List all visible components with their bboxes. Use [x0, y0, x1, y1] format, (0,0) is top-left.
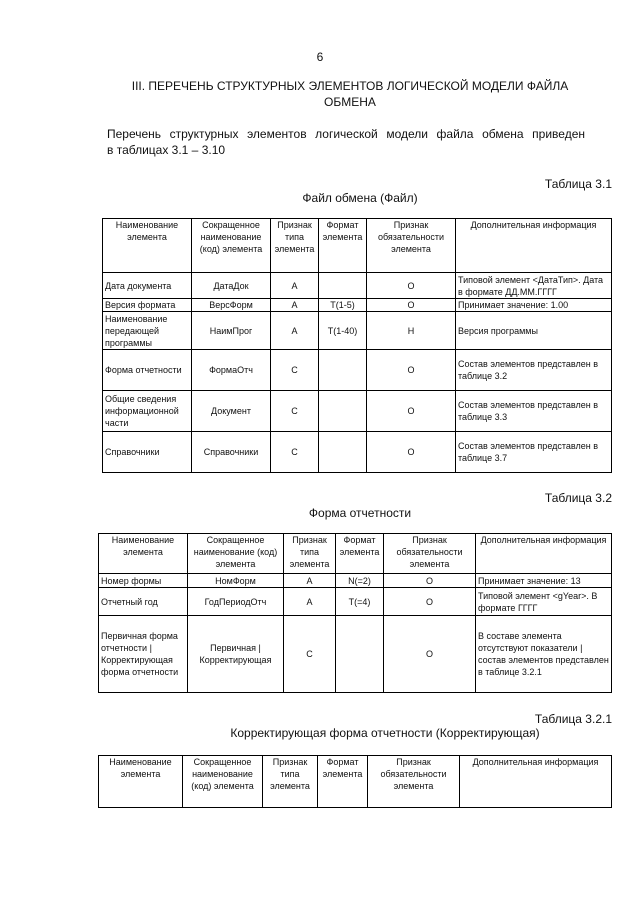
- table-row: [99, 616, 612, 693]
- table-cell: С: [271, 350, 319, 391]
- table-header-row: [99, 756, 612, 808]
- intro-line2: в таблицах 3.1 – 3.10: [107, 143, 226, 157]
- table-cell: НаимПрог: [192, 312, 271, 350]
- table-cell: Справочники: [192, 432, 271, 473]
- table-cell: Состав элементов представлен в таблице 3.2: [456, 350, 612, 391]
- header-cell: Формат элемента: [336, 534, 384, 574]
- header-cell: Дополнительная информация: [456, 219, 612, 273]
- table-row: [99, 588, 612, 616]
- table-cell: Форма отчетности: [103, 350, 192, 391]
- table-cell: ГодПериодОтч: [188, 588, 284, 616]
- header-cell: Формат элемента: [318, 756, 368, 808]
- table-cell: Принимает значение: 13: [476, 574, 612, 588]
- header-cell: Формат элемента: [319, 219, 367, 273]
- table-cell: О: [367, 432, 456, 473]
- page-number: 6: [316, 50, 324, 64]
- intro-paragraph: [107, 126, 585, 158]
- table-cell: О: [367, 350, 456, 391]
- header-cell: Сокращенное наименование (код) элемента: [183, 756, 263, 808]
- table-cell: НомФорм: [188, 574, 284, 588]
- table-cell: В составе элемента отсутствуют показатели | состав элементов представлен в таблице 3.2.1: [476, 616, 612, 693]
- table-cell: Справочники: [103, 432, 192, 473]
- table-cell: Принимает значение: 1.00: [456, 299, 612, 312]
- table-cell: Н: [367, 312, 456, 350]
- table-cell: Документ: [192, 391, 271, 432]
- table-cell: О: [367, 299, 456, 312]
- table-3-2-1: [98, 755, 612, 808]
- table-cell: Состав элементов представлен в таблице 3.7: [456, 432, 612, 473]
- header-cell: Признак обязательности элемента: [368, 756, 460, 808]
- table-cell: О: [367, 391, 456, 432]
- table-cell: С: [284, 616, 336, 693]
- table-cell: Номер формы: [99, 574, 188, 588]
- table-cell: Первичная | Корректирующая: [188, 616, 284, 693]
- table-cell: Типовой элемент <ДатаТип>. Дата в формате ДД.ММ.ГГГГ: [456, 273, 612, 299]
- table-cell: О: [384, 574, 476, 588]
- table-cell: Версия программы: [456, 312, 612, 350]
- table-cell: [319, 273, 367, 299]
- header-cell: Признак типа элемента: [284, 534, 336, 574]
- header-cell: Признак обязательности элемента: [384, 534, 476, 574]
- header-cell: Дополнительная информация: [476, 534, 612, 574]
- table-3-2: [98, 533, 612, 693]
- table-cell: А: [284, 588, 336, 616]
- table-cell: ВерсФорм: [192, 299, 271, 312]
- table-cell: О: [384, 588, 476, 616]
- table-cell: [336, 616, 384, 693]
- header-cell: Наименование элемента: [99, 756, 183, 808]
- table-row: [103, 312, 612, 350]
- header-cell: Наименование элемента: [99, 534, 188, 574]
- table-row: [103, 273, 612, 299]
- table-3-1-caption: Файл обмена (Файл): [302, 191, 418, 205]
- table-cell: [319, 432, 367, 473]
- section-title-line2: ОБМЕНА: [324, 95, 376, 109]
- header-cell: Признак типа элемента: [271, 219, 319, 273]
- table-cell: ДатаДок: [192, 273, 271, 299]
- header-cell: Дополнительная информация: [460, 756, 612, 808]
- table-cell: Первичная форма отчетности | Корректирующая форма отчетности: [99, 616, 188, 693]
- section-title-line1: III. ПЕРЕЧЕНЬ СТРУКТУРНЫХ ЭЛЕМЕНТОВ ЛОГИЧЕСКОЙ МОДЕЛИ ФАЙЛА: [131, 79, 569, 93]
- table-cell: Типовой элемент <gYear>. В формате ГГГГ: [476, 588, 612, 616]
- table-row: [103, 350, 612, 391]
- table-cell: С: [271, 432, 319, 473]
- table-cell: А: [271, 299, 319, 312]
- table-row: [103, 432, 612, 473]
- header-cell: Признак типа элемента: [263, 756, 318, 808]
- table-cell: А: [271, 312, 319, 350]
- table-row: [103, 299, 612, 312]
- table-cell: Т(=4): [336, 588, 384, 616]
- section-title: [100, 78, 600, 110]
- table-cell: Дата документа: [103, 273, 192, 299]
- intro-line1: Перечень структурных элементов логической модели файла обмена приведен: [107, 127, 585, 141]
- table-3-1: [102, 218, 612, 473]
- table-cell: О: [367, 273, 456, 299]
- table-cell: Версия формата: [103, 299, 192, 312]
- table-cell: Состав элементов представлен в таблице 3.3: [456, 391, 612, 432]
- header-cell: Сокращенное наименование (код) элемента: [192, 219, 271, 273]
- header-cell: Наименование элемента: [103, 219, 192, 273]
- header-cell: Признак обязательности элемента: [367, 219, 456, 273]
- table-header-row: [99, 534, 612, 574]
- table-cell: Наименование передающей программы: [103, 312, 192, 350]
- table-header-row: [103, 219, 612, 273]
- table-cell: Отчетный год: [99, 588, 188, 616]
- header-cell: Сокращенное наименование (код) элемента: [188, 534, 284, 574]
- table-cell: Т(1-40): [319, 312, 367, 350]
- table-cell: N(=2): [336, 574, 384, 588]
- table-3-2-label: Таблица 3.2: [544, 491, 612, 505]
- table-cell: [319, 391, 367, 432]
- table-cell: [319, 350, 367, 391]
- table-3-2-1-label: Таблица 3.2.1: [534, 712, 612, 726]
- table-cell: А: [284, 574, 336, 588]
- table-row: [99, 574, 612, 588]
- table-cell: А: [271, 273, 319, 299]
- table-cell: О: [384, 616, 476, 693]
- table-cell: Общие сведения информационной части: [103, 391, 192, 432]
- table-3-1-label: Таблица 3.1: [544, 177, 612, 191]
- table-3-2-1-caption: Корректирующая форма отчетности (Корректирующая): [230, 726, 540, 740]
- table-row: [103, 391, 612, 432]
- table-3-2-caption: Форма отчетности: [308, 506, 412, 520]
- table-cell: ФормаОтч: [192, 350, 271, 391]
- table-cell: С: [271, 391, 319, 432]
- table-cell: Т(1-5): [319, 299, 367, 312]
